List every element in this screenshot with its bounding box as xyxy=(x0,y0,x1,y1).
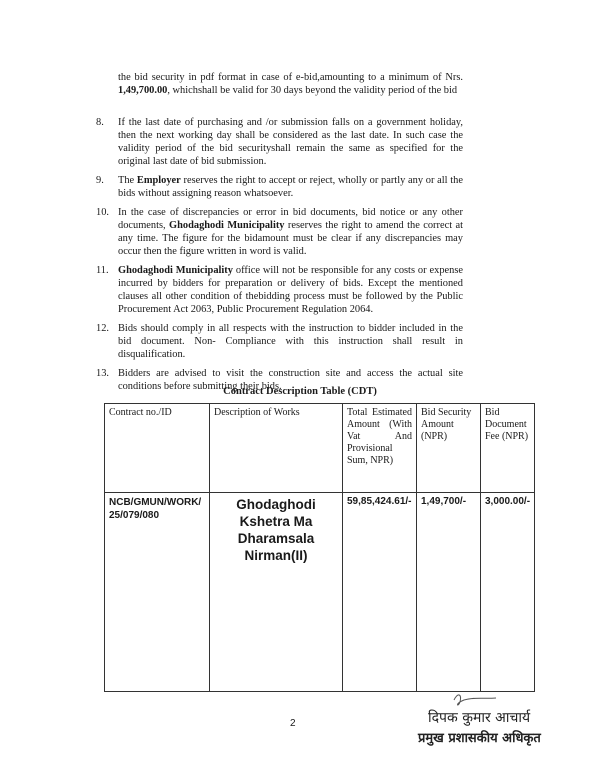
list-item xyxy=(96,322,463,361)
instruction-list xyxy=(96,116,463,399)
bid-security-amount: 1,49,700.00 xyxy=(118,85,168,96)
clause-text xyxy=(118,206,463,258)
bold-term: Employer xyxy=(136,175,181,186)
clause-segment: If the last date of purchasing and /or submission falls on a government holiday, then the next working day shall be considered as the last date. In such case the validity period of the bid securityshall remain the same as specified for the original last date of bid submission. xyxy=(118,117,463,167)
stamp-title: प्रमुख प्रशासकीय अधिकृत xyxy=(418,731,541,746)
table-header-row xyxy=(105,404,535,493)
clause-segment: reserves the right to amend the correct at any time. The figure for the bidamount must be clear if any discrepancies may occur then the figure written in word is valid. xyxy=(118,220,463,257)
clause-segment: office will not be responsible for any costs or expense incurred by bidders for preparation or delivery of bids. Except the mentioned clauses all other condition of thebidding process must be followed by the Public Procurement Act 2063, Public Procurement Regulation 2064. xyxy=(118,265,463,315)
list-item xyxy=(96,174,463,200)
clause-number: 8. xyxy=(96,117,104,128)
table-row xyxy=(105,493,535,692)
list-item xyxy=(96,206,463,258)
clause-segment: Bidders are advised to visit the construction site and access the actual site conditions before submitting their bids. xyxy=(118,368,463,392)
clause-text xyxy=(118,116,463,168)
clause-segment: Bids should comply in all respects with the instruction to bidder included in the bid document. Non- Compliance with this instruction shall result in disqualification. xyxy=(118,323,463,360)
clause-7-continuation xyxy=(118,71,463,97)
cell-contract-id: NCB/GMUN/WORK/25/079/080 xyxy=(105,493,210,692)
clause-text xyxy=(118,322,463,361)
clause-text xyxy=(118,174,463,200)
clause-number: 10. xyxy=(96,207,109,218)
bold-term: Ghodaghodi Municipality xyxy=(169,220,285,231)
official-signature-stamp xyxy=(414,690,544,750)
clause-segment: The xyxy=(118,175,137,186)
header-total-amount: Total Estimated Amount (With Vat And Provisional Sum, NPR) xyxy=(343,404,417,493)
signature-scribble-icon xyxy=(414,690,544,750)
clause-number: 13. xyxy=(96,368,109,379)
contract-description-table xyxy=(104,403,535,692)
cell-total-amount: 59,85,424.61/- xyxy=(343,493,417,692)
cdt-title: Contract Description Table (CDT) xyxy=(223,386,377,397)
continuation-text-pre: the bid security in pdf format in case of e-bid,amounting to a minimum of Nrs. xyxy=(118,72,463,83)
bold-term: Ghodaghodi Municipality xyxy=(118,265,233,276)
continuation-text-post: , whichshall be valid for 30 days beyond the validity period of the bid xyxy=(167,85,458,96)
clause-number: 11. xyxy=(96,265,109,276)
page-number: 2 xyxy=(290,718,296,729)
list-item xyxy=(96,116,463,168)
clause-segment: In the case of discrepancies or error in bid documents, bid notice or any other documents, xyxy=(118,207,463,231)
clause-segment: reserves the right to accept or reject, wholly or partly any or all the bids without assigning reason whatsoever. xyxy=(118,175,463,199)
cell-description: Ghodaghodi Kshetra Ma Dharamsala Nirman(II) xyxy=(210,493,343,692)
clause-number: 9. xyxy=(96,175,104,186)
clause-text xyxy=(118,264,463,316)
header-contract-id: Contract no./ID xyxy=(105,404,210,493)
stamp-name: दिपक कुमार आचार्य xyxy=(428,710,531,726)
cell-bid-security: 1,49,700/- xyxy=(417,493,481,692)
list-item xyxy=(96,264,463,316)
header-document-fee: Bid Document Fee (NPR) xyxy=(481,404,535,493)
cell-document-fee: 3,000.00/- xyxy=(481,493,535,692)
header-bid-security: Bid Security Amount (NPR) xyxy=(417,404,481,493)
header-description: Description of Works xyxy=(210,404,343,493)
clause-number: 12. xyxy=(96,323,109,334)
